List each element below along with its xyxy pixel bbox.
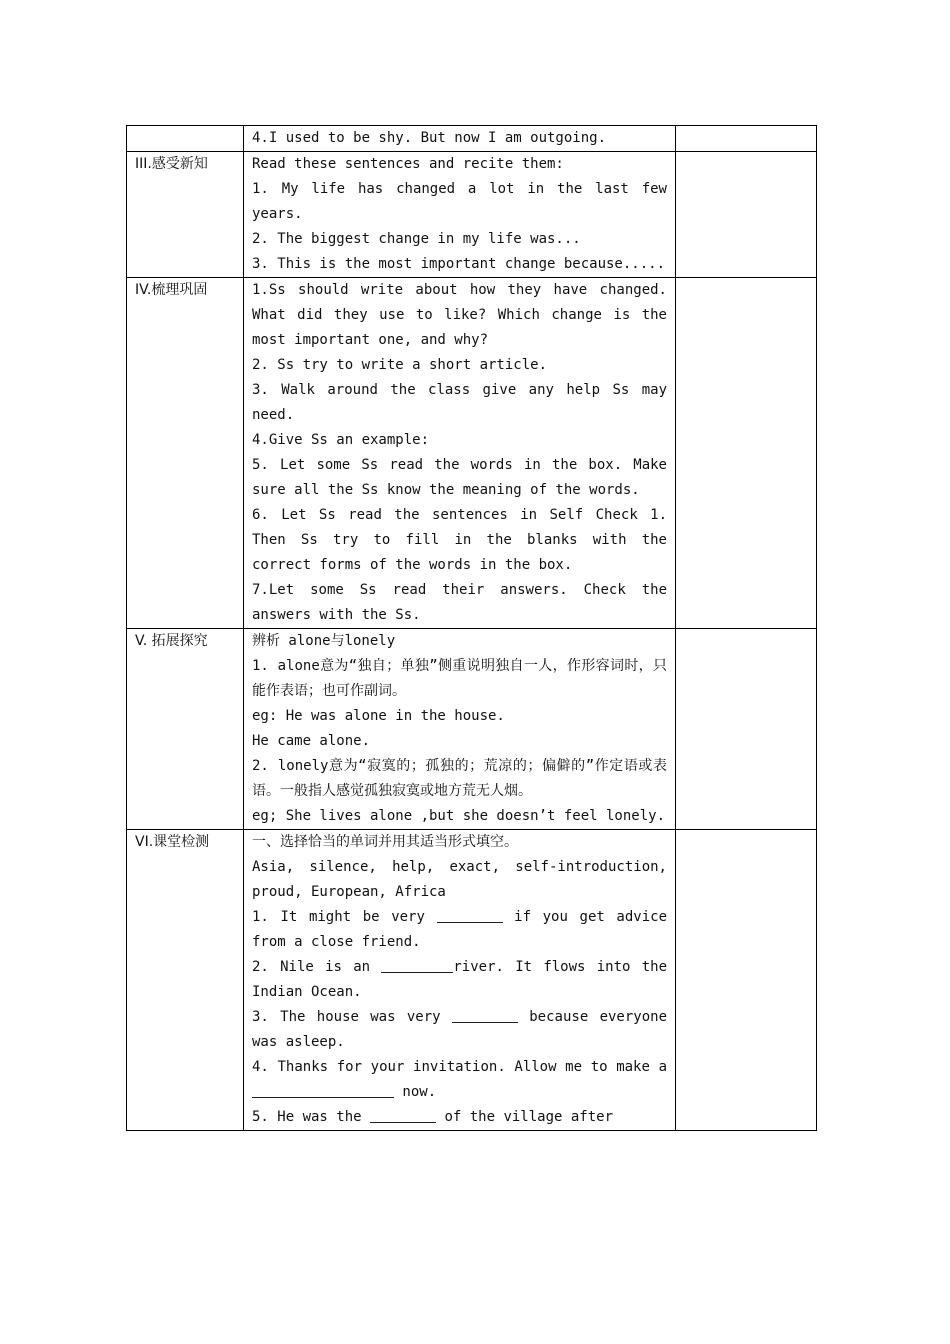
stage-label: VI.课堂检测 <box>135 834 210 850</box>
notes-cell <box>676 830 817 1131</box>
content-line: 3. This is the most important change because..... <box>252 256 666 272</box>
content-line: 2. The biggest change in my life was... <box>252 231 581 247</box>
notes-cell <box>676 126 817 152</box>
answer-blank[interactable] <box>252 1083 394 1098</box>
content-cell <box>244 152 676 278</box>
content-cell <box>244 629 676 830</box>
table-row <box>127 152 817 278</box>
content-line: 2. Ss try to write a short article. <box>252 357 548 373</box>
exercise-question: 5. He was the of the village after <box>252 1109 614 1125</box>
stage-label: III.感受新知 <box>135 156 208 172</box>
stage-cell <box>127 126 244 152</box>
content-line: eg; She lives alone ,but she doesn’t feel lonely. <box>252 808 666 824</box>
content-line: 辨析 alone与lonely <box>252 633 396 649</box>
answer-blank[interactable] <box>370 1108 436 1123</box>
content-line: He came alone. <box>252 733 371 749</box>
exercise-question: 3. The house was very because everyone was asleep. <box>252 1009 668 1050</box>
stage-cell <box>127 152 244 278</box>
notes-cell <box>676 152 817 278</box>
notes-cell <box>676 629 817 830</box>
lesson-plan-table <box>126 125 817 1131</box>
table-row <box>127 278 817 629</box>
table-row <box>127 830 817 1131</box>
exercise-question: 1. It might be very if you get advice from a close friend. <box>252 909 668 950</box>
stage-cell <box>127 830 244 1131</box>
stage-label: IV.梳理巩固 <box>135 282 208 298</box>
answer-blank[interactable] <box>452 1008 518 1023</box>
answer-blank[interactable] <box>381 958 453 973</box>
content-line: 1. My life has changed a lot in the last few years. <box>252 181 667 222</box>
content-cell <box>244 126 676 152</box>
exercise-heading: 一、选择恰当的单词并用其适当形式填空。 <box>252 834 518 850</box>
content-line: eg: He was alone in the house. <box>252 708 505 724</box>
stage-cell <box>127 629 244 830</box>
word-bank: Asia, silence, help, exact, self-introduction, proud, European, Africa <box>252 859 667 900</box>
content-line: 6. Let Ss read the sentences in Self Check 1. Then Ss try to fill in the blanks with the correct forms of the words in the box. <box>252 507 667 573</box>
answer-blank[interactable] <box>437 908 503 923</box>
content-line: 2. lonely意为“寂寞的；孤独的；荒凉的；偏僻的”作定语或表语。一般指人感觉孤独寂寞或地方荒无人烟。 <box>252 758 667 799</box>
content-cell <box>244 830 676 1131</box>
stage-cell <box>127 278 244 629</box>
exercise-question: 4. Thanks for your invitation. Allow me to make a now. <box>252 1059 667 1100</box>
content-line: 5. Let some Ss read the words in the box. Make sure all the Ss know the meaning of the words. <box>252 457 667 498</box>
table-row <box>127 126 817 152</box>
content-line: 3. Walk around the class give any help Ss may need. <box>252 382 667 423</box>
notes-cell <box>676 278 817 629</box>
exercise-question: 2. Nile is an river. It flows into the Indian Ocean. <box>252 959 667 1000</box>
table-row <box>127 629 817 830</box>
content-cell <box>244 278 676 629</box>
content-line: 7.Let some Ss read their answers. Check the answers with the Ss. <box>252 582 667 623</box>
content-line: 4.Give Ss an example: <box>252 432 430 448</box>
content-line: Read these sentences and recite them: <box>252 156 564 172</box>
content-line: 1.Ss should write about how they have changed. What did they use to like? Which change is the most important one, and why? <box>252 282 667 348</box>
content-line: 4.I used to be shy. But now I am outgoing. <box>252 130 607 146</box>
content-line: 1. alone意为“独自；单独”侧重说明独自一人，作形容词时，只能作表语；也可作副词。 <box>252 658 667 699</box>
stage-label: V. 拓展探究 <box>135 633 208 649</box>
